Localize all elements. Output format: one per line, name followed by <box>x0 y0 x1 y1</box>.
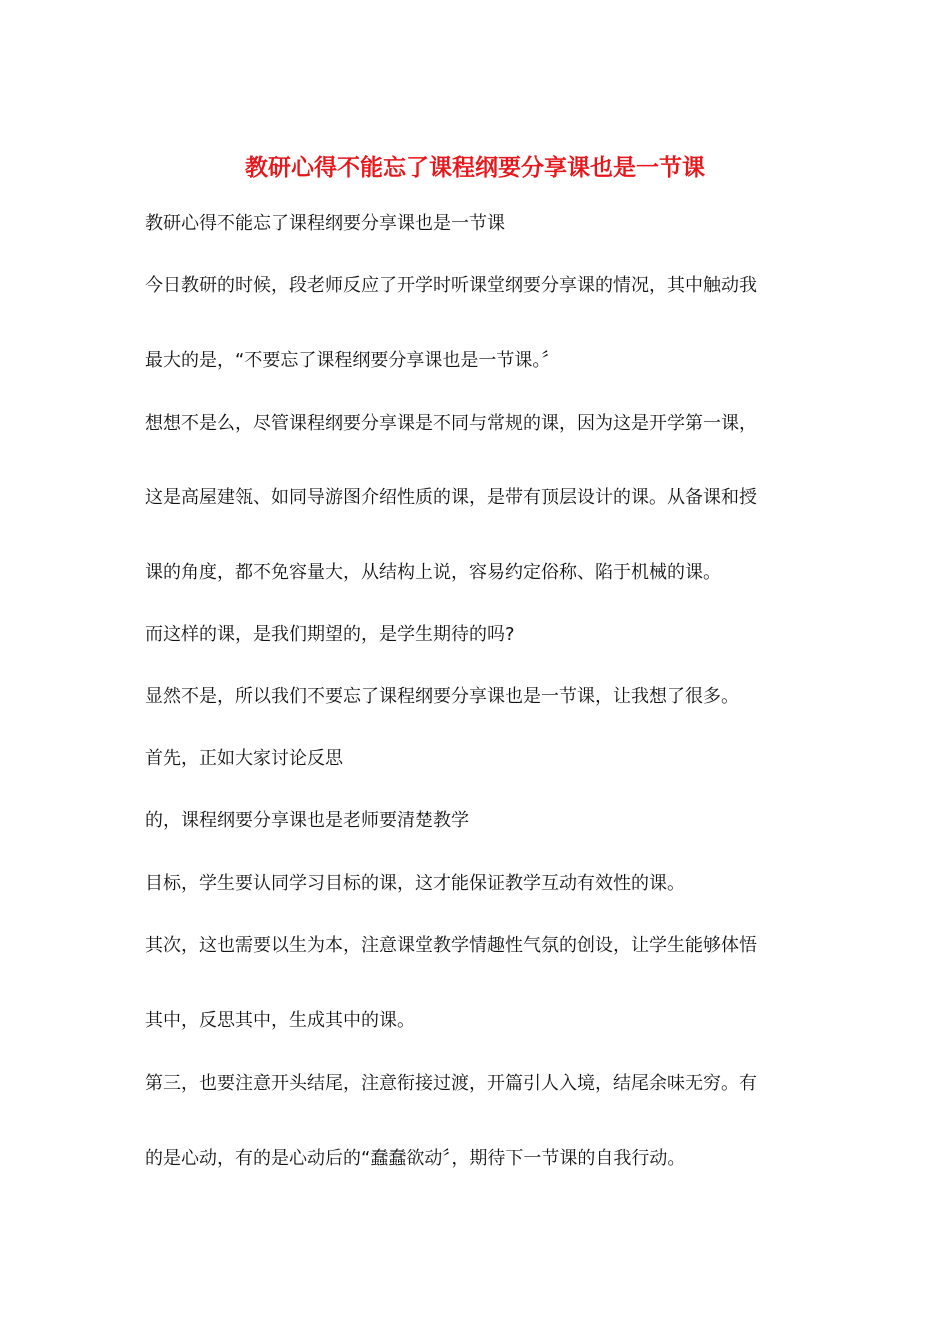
paragraph-line: 的是心动，有的是心动后的“蠢蠢欲动〞，期待下一节课的自我行动。 <box>145 1148 686 1169</box>
paragraph-line: 显然不是，所以我们不要忘了课程纲要分享课也是一节课，让我想了很多。 <box>145 686 739 707</box>
paragraph-line: 今日教研的时候，段老师反应了开学时听课堂纲要分享课的情况，其中触动我 <box>145 275 757 296</box>
paragraph-line: 其中，反思其中，生成其中的课。 <box>145 1010 415 1031</box>
subtitle-line: 教研心得不能忘了课程纲要分享课也是一节课 <box>145 213 505 234</box>
paragraph-line: 想想不是么，尽管课程纲要分享课是不同与常规的课，因为这是开学第一课， <box>145 413 757 434</box>
paragraph-line: 课的角度，都不免容量大，从结构上说，容易约定俗称、陷于机械的课。 <box>145 562 721 583</box>
paragraph-line: 而这样的课，是我们期望的，是学生期待的吗? <box>145 624 515 645</box>
document-title: 教研心得不能忘了课程纲要分享课也是一节课 <box>245 154 705 181</box>
paragraph-line: 最大的是，“不要忘了课程纲要分享课也是一节课。〞 <box>145 350 560 371</box>
paragraph-line: 第三，也要注意开头结尾，注意衔接过渡，开篇引人入境，结尾余味无穷。有 <box>145 1073 757 1094</box>
paragraph-line: 目标，学生要认同学习目标的课，这才能保证教学互动有效性的课。 <box>145 873 685 894</box>
paragraph-line: 首先，正如大家讨论反思 <box>145 748 343 769</box>
paragraph-line: 其次，这也需要以生为本，注意课堂教学情趣性气氛的创设，让学生能够体悟 <box>145 935 757 956</box>
paragraph-line: 这是高屋建瓴、如同导游图介绍性质的课，是带有顶层设计的课。从备课和授 <box>145 487 757 508</box>
paragraph-line: 的，课程纲要分享课也是老师要清楚教学 <box>145 810 469 831</box>
